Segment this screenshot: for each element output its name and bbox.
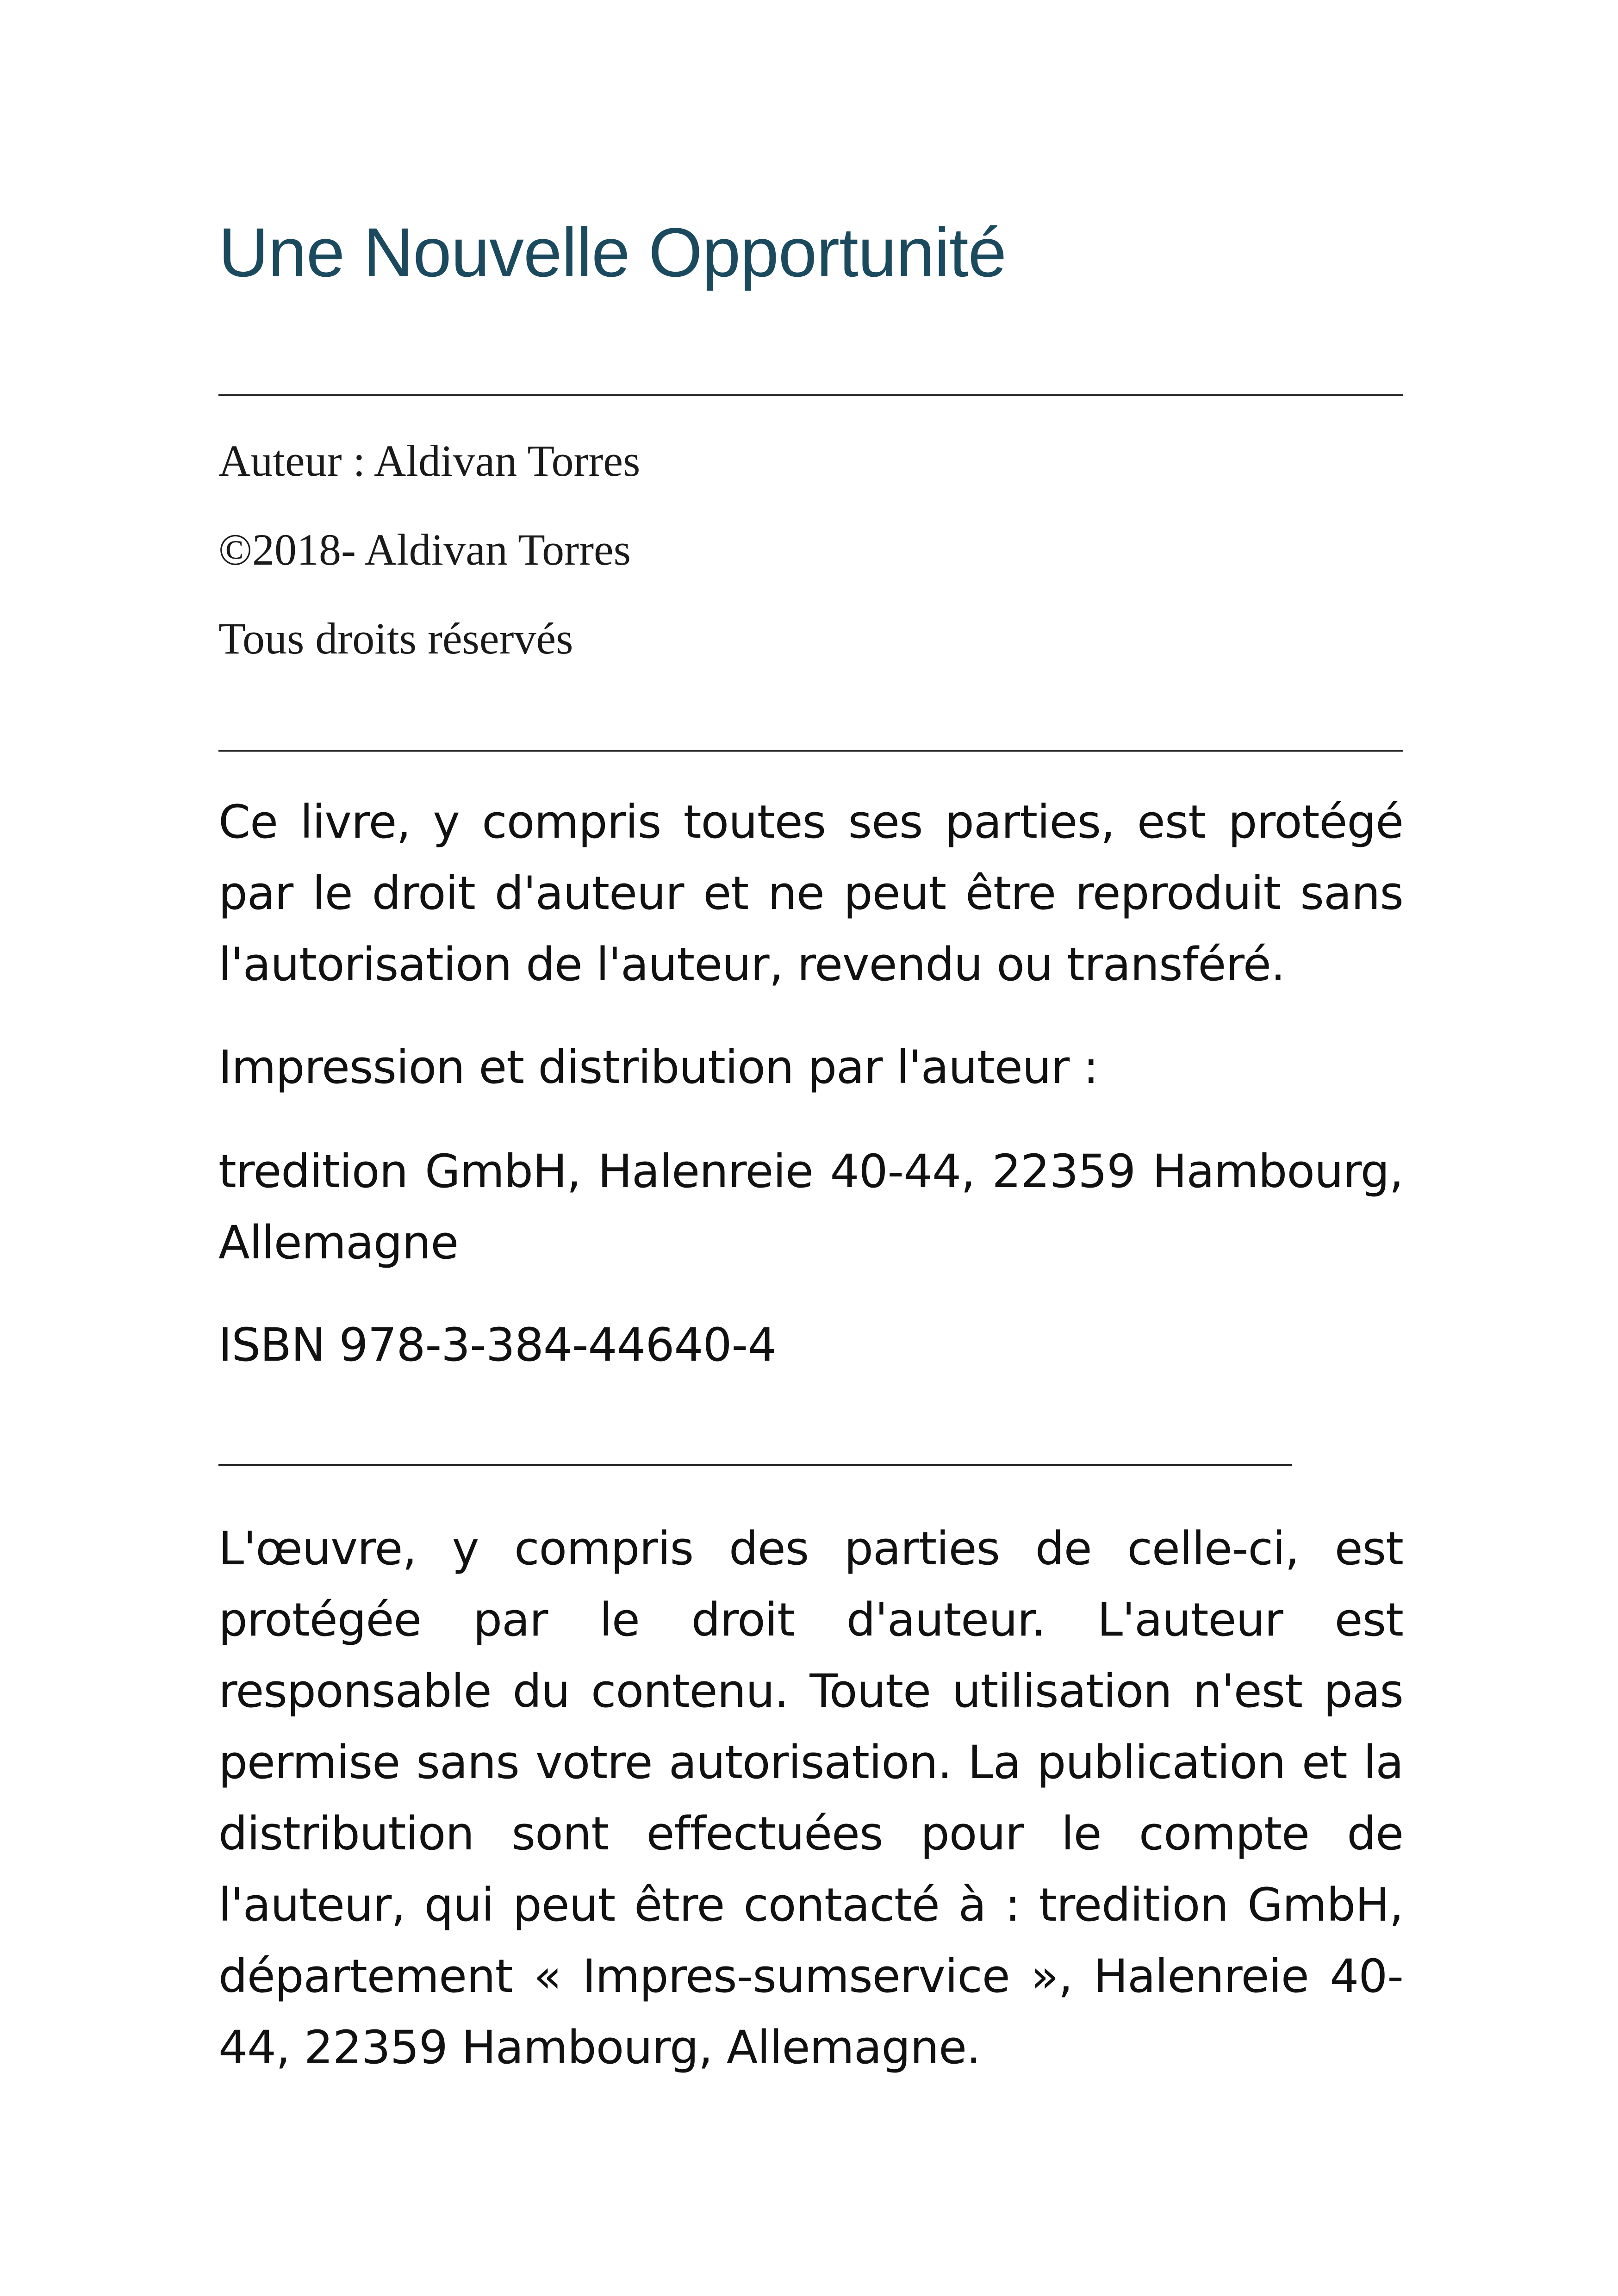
printing-label: Impression et distribution par l'auteur : (218, 1041, 1099, 1094)
copyright-line: ©2018- Aldivan Torres (218, 525, 631, 574)
divider-bottom (218, 1464, 1292, 1466)
page-title: Une Nouvelle Opportunité (218, 213, 1007, 291)
isbn-line: ISBN 978-3-384-44640-4 (218, 1319, 777, 1372)
work-notice-paragraph: L'œuvre, y compris des parties de celle-ci, est protégée par le droit d'auteur. L'auteur est responsable du contenu. Toute utilisation n'est pas permise sans votre autorisation. La publication et la distribution sont effectuées pour le compte de l'auteur, qui peut être contacté à : tredition GmbH, département « Impres-sumservice », Halenreie 40-44, 22359 Hambourg, Allemagne. (218, 1522, 1403, 2074)
author-line: Auteur : Aldivan Torres (218, 436, 641, 485)
publisher-address: tredition GmbH, Halenreie 40-44, 22359 Hambourg, Allemagne (218, 1145, 1403, 1269)
divider-top (218, 394, 1403, 396)
license-paragraph: Ce livre, y compris toutes ses parties, est protégé par le droit d'auteur et ne peut être reproduit sans l'autorisation de l'auteur, revendu ou transféré. (218, 796, 1403, 991)
rights-line: Tous droits réservés (218, 614, 573, 663)
divider-middle (218, 750, 1403, 752)
